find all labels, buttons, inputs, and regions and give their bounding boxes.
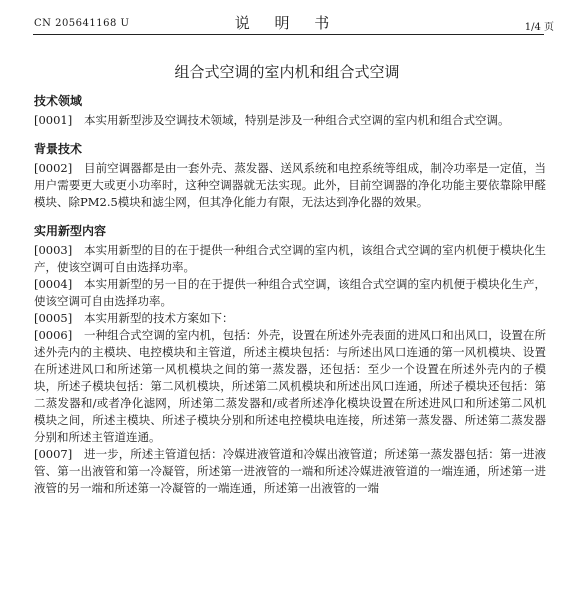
paragraph-text: 一种组合式空调的室内机，包括：外壳，设置在所述外壳表面的进风口和出风口，设置在所述外壳内的主模块、电控模块和主管道，所述主模块包括：与所述出风口连通的第一风机模块、设置在所述进风口和所述第一风机模块之间的第一蒸发器，还包括：至少一个设置在所述外壳内的子模块，所述子模块包括：第二风机模块，所述第二风机模块和所述出风口连通，所述子模块还包括：第二蒸发器和/或者净化滤网，所述第二蒸发器和/或者所述净化模块设置在所述进风口和所述第二风机模块之间，所述主模块、所述子模块分别和所述电控模块电连接，所述第一蒸发器、所述第二蒸发器分别和所述主管道连通。 [34,328,546,444]
section-heading-technical-field: 技术领域 [34,94,83,108]
paragraph-text: 目前空调器都是由一套外壳、蒸发器、送风系统和电控系统等组成，制冷功率是一定值，当用户需要更大或更小功率时，这种空调器就无法实现。此外，目前空调器的净化功能主要依靠除甲醛模块、除PM2.5模块和滤尘网，但其净化能力有限，无法达到净化器的效果。 [34,161,546,209]
document-title: 组合式空调的室内机和组合式空调 [174,63,400,81]
paragraph [34,446,546,497]
paragraph-text: 进一步，所述主管道包括：冷媒进液管道和冷媒出液管道；所述第一蒸发器包括：第一进液管、第一出液管和第一冷凝管，所述第一进液管的一端和所述冷媒进液管道的一端连通，所述第一进液管的另一端和所述第一冷凝管的一端连通，所述第一出液管的一端 [34,447,546,495]
paragraph-text: 本实用新型的技术方案如下： [84,311,234,325]
paragraph-number: [0002] [34,161,73,175]
paragraph [34,112,546,129]
paragraph [34,160,546,211]
document-type: 说 明 书 [234,14,340,32]
paragraph [34,276,546,310]
paragraph [34,242,546,276]
document-body [34,93,546,497]
paragraph [34,310,546,327]
paragraph-number: [0004] [34,277,73,291]
section-heading-background: 背景技术 [34,142,83,156]
paragraph-number: [0007] [34,447,73,461]
page-indicator: 1/4 页 [524,22,554,33]
section-heading-utility-model-content: 实用新型内容 [34,224,107,238]
paragraph-text: 本实用新型的目的在于提供一种组合式空调的室内机，该组合式空调的室内机便于模块化生产，使该空调可自由选择功率。 [34,243,546,274]
paragraph-text: 本实用新型涉及空调技术领域，特别是涉及一种组合式空调的室内机和组合式空调。 [84,113,510,127]
publication-number: CN 205641168 U [34,18,130,29]
header-rule [33,34,544,35]
paragraph-text: 本实用新型的另一目的在于提供一种组合式空调，该组合式空调的室内机便于模块化生产，使该空调可自由选择功率。 [34,277,546,308]
paragraph [34,327,546,446]
paragraph-number: [0006] [34,328,73,342]
paragraph-number: [0005] [34,311,73,325]
paragraph-number: [0001] [34,113,73,127]
page-header [0,0,574,34]
paragraph-number: [0003] [34,243,73,257]
